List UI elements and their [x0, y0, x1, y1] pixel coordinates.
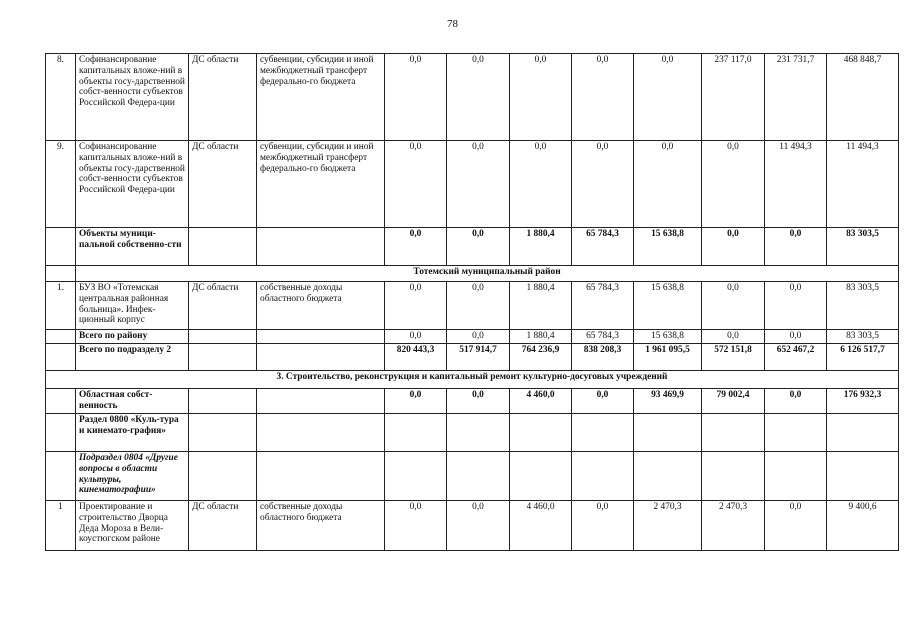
value-cell: 764 236,9 [510, 344, 572, 371]
value-cell: 0,0 [572, 501, 634, 551]
district-heading: Тотемский муниципальный район [76, 266, 899, 282]
funding-type: собственные доходы областного бюджета [257, 501, 385, 551]
value-cell: 2 470,3 [634, 501, 702, 551]
table-row [46, 282, 899, 330]
value-cell: 6 126 517,7 [827, 344, 899, 371]
value-cell: 15 638,8 [634, 330, 702, 344]
value-cell: 0,0 [385, 54, 447, 141]
value-cell: 0,0 [765, 389, 827, 414]
value-cell: 4 460,0 [510, 501, 572, 551]
value-cell: 0,0 [765, 330, 827, 344]
value-cell: 1 880,4 [510, 228, 572, 266]
value-cell: 65 784,3 [572, 330, 634, 344]
object-name: Проектирование и строительство Дворца Деда Мороза в Вели-коустюгском районе [76, 501, 189, 551]
table-row [46, 266, 899, 282]
financing-source: ДС области [189, 141, 257, 228]
value-cell: 0,0 [385, 330, 447, 344]
value-cell: 0,0 [385, 141, 447, 228]
table-row [46, 141, 899, 228]
value-cell: 0,0 [447, 228, 510, 266]
value-cell: 65 784,3 [572, 228, 634, 266]
value-cell: 2 470,3 [702, 501, 765, 551]
funding-type: субвенции, субсидии и иной межбюджетный трансферт федерально-го бюджета [257, 54, 385, 141]
value-cell: 0,0 [765, 282, 827, 330]
value-cell: 0,0 [634, 54, 702, 141]
value-cell: 0,0 [385, 501, 447, 551]
row-number: 8. [46, 54, 76, 141]
value-cell: 1 880,4 [510, 282, 572, 330]
value-cell: 468 848,7 [827, 54, 899, 141]
table-row [46, 344, 899, 371]
value-cell: 0,0 [510, 54, 572, 141]
section-label: Раздел 0800 «Куль-тура и кинемато-графия» [76, 414, 189, 452]
value-cell: 237 117,0 [702, 54, 765, 141]
row-number: 9. [46, 141, 76, 228]
value-cell: 0,0 [702, 228, 765, 266]
page-number: 78 [447, 18, 458, 30]
value-cell: 1 880,4 [510, 330, 572, 344]
financing-source: ДС области [189, 282, 257, 330]
table-row [46, 371, 899, 389]
value-cell: 11 494,3 [827, 141, 899, 228]
total-label: Всего по подразделу 2 [76, 344, 189, 371]
value-cell: 83 303,5 [827, 228, 899, 266]
value-cell: 231 731,7 [765, 54, 827, 141]
value-cell: 11 494,3 [765, 141, 827, 228]
financing-source: ДС области [189, 501, 257, 551]
value-cell: 0,0 [447, 54, 510, 141]
value-cell: 0,0 [765, 228, 827, 266]
value-cell: 65 784,3 [572, 282, 634, 330]
value-cell: 0,0 [385, 389, 447, 414]
row-number: 1 [46, 501, 76, 551]
value-cell: 83 303,5 [827, 330, 899, 344]
object-name: Софинансирование капитальных вложе-ний в объекты госу-дарственной собст-венности субъектов Российской Федера-ции [76, 141, 189, 228]
value-cell: 652 467,2 [765, 344, 827, 371]
value-cell: 838 208,3 [572, 344, 634, 371]
object-name: БУЗ ВО «Тотемская центральная районная больница». Инфек-ционный корпус [76, 282, 189, 330]
section-heading: 3. Строительство, реконструкция и капитальный ремонт культурно-досуговых учреждений [46, 371, 899, 389]
value-cell: 820 443,3 [385, 344, 447, 371]
value-cell: 176 932,3 [827, 389, 899, 414]
budget-table [45, 53, 899, 551]
value-cell: 0,0 [572, 141, 634, 228]
value-cell: 0,0 [634, 141, 702, 228]
financing-source: ДС области [189, 54, 257, 141]
value-cell: 0,0 [572, 389, 634, 414]
value-cell: 0,0 [572, 54, 634, 141]
value-cell: 0,0 [447, 330, 510, 344]
value-cell: 0,0 [385, 228, 447, 266]
table-row [46, 330, 899, 344]
value-cell: 0,0 [385, 282, 447, 330]
value-cell: 0,0 [702, 282, 765, 330]
value-cell: 0,0 [447, 389, 510, 414]
value-cell: 0,0 [447, 282, 510, 330]
value-cell: 93 469,9 [634, 389, 702, 414]
table-row [46, 389, 899, 414]
group-label: Объекты муници-пальной собственно-сти [76, 228, 189, 266]
value-cell: 0,0 [765, 501, 827, 551]
value-cell: 0,0 [447, 501, 510, 551]
row-number: 1. [46, 282, 76, 330]
table-row [46, 452, 899, 501]
total-label: Всего по району [76, 330, 189, 344]
value-cell: 0,0 [447, 141, 510, 228]
subsection-label: Подраздел 0804 «Другие вопросы в области культуры, кинематографии» [76, 452, 189, 501]
value-cell: 572 151,8 [702, 344, 765, 371]
value-cell: 9 400,6 [827, 501, 899, 551]
value-cell: 79 002,4 [702, 389, 765, 414]
value-cell: 0,0 [702, 330, 765, 344]
value-cell: 4 460,0 [510, 389, 572, 414]
table-row [46, 54, 899, 141]
value-cell: 517 914,7 [447, 344, 510, 371]
value-cell: 15 638,8 [634, 282, 702, 330]
table-row [46, 501, 899, 551]
value-cell: 1 961 095,5 [634, 344, 702, 371]
funding-type: собственные доходы областного бюджета [257, 282, 385, 330]
object-name: Софинансирование капитальных вложе-ний в объекты госу-дарственной собст-венности субъектов Российской Федера-ции [76, 54, 189, 141]
value-cell: 15 638,8 [634, 228, 702, 266]
value-cell: 0,0 [702, 141, 765, 228]
funding-type: субвенции, субсидии и иной межбюджетный трансферт федерально-го бюджета [257, 141, 385, 228]
value-cell: 83 303,5 [827, 282, 899, 330]
group-label: Областная собст-венность [76, 389, 189, 414]
table-row [46, 228, 899, 266]
table-row [46, 414, 899, 452]
value-cell: 0,0 [510, 141, 572, 228]
